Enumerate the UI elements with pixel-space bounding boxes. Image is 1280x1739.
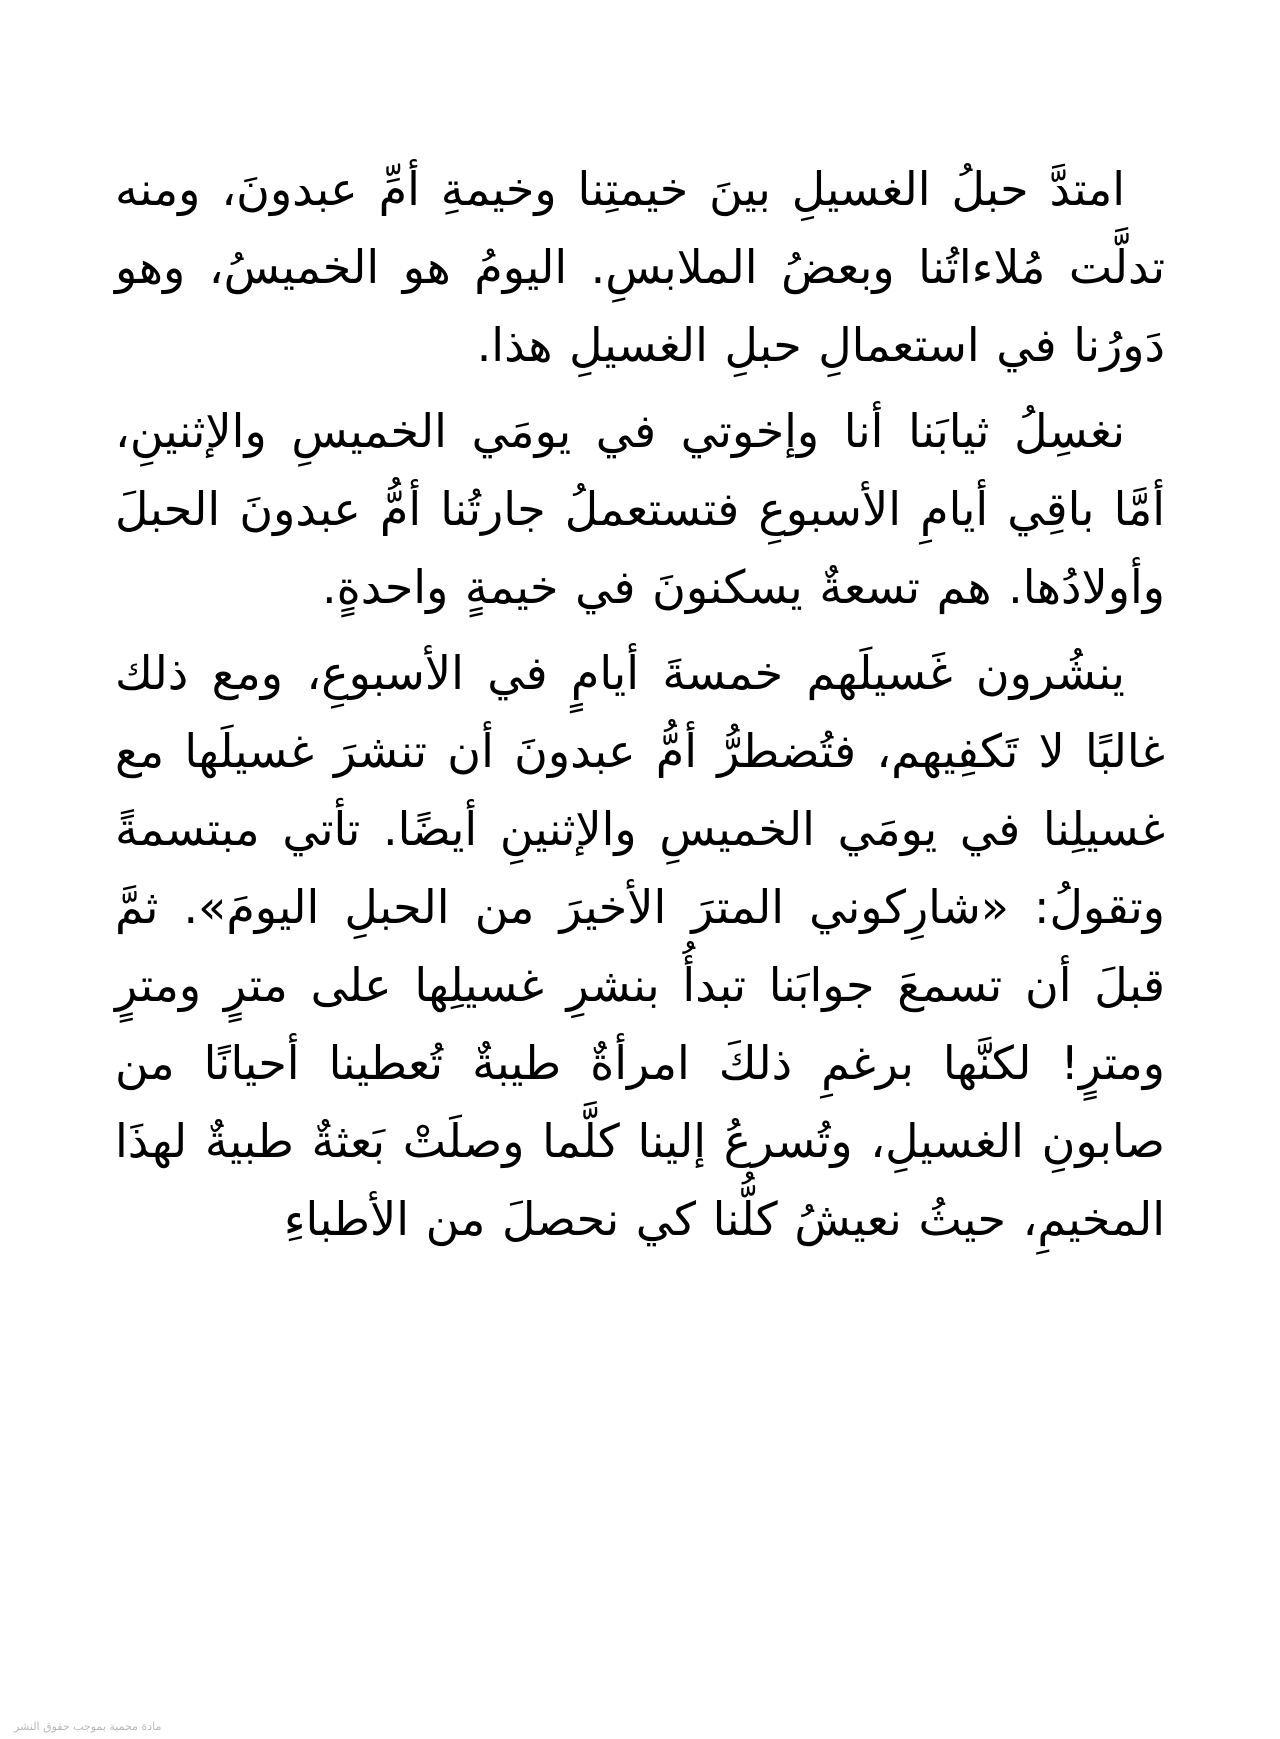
document-page — [115, 150, 1165, 1266]
copyright-notice: مادة محمية بموجب حقوق النشر — [14, 1720, 162, 1733]
paragraph-2: نغسِلُ ثيابَنا أنا وإخوتي في يومَي الخميسِ والإثنينِ، أمَّا باقِي أيامِ الأسبوعِ فتستعملُ جارتُنا أمُّ عبدونَ الحبلَ وأولادُها. هم تسعةٌ يسكنونَ في خيمةٍ واحدةٍ. — [115, 404, 1165, 614]
paragraph-1: امتدَّ حبلُ الغسيلِ بينَ خيمتِنا وخيمةِ أمِّ عبدونَ، ومنه تدلَّت مُلاءاتُنا وبعضُ الملابسِ. اليومُ هو الخميسُ، وهو دَورُنا في استعمالِ حبلِ الغسيلِ هذا. — [115, 162, 1165, 372]
paragraph-3: ينشُرون غَسيلَهم خمسةَ أيامٍ في الأسبوعِ، ومع ذلك غالبًا لا تَكفِيهم، فتُضطرُّ أمُّ عبدونَ أن تنشرَ غسيلَها مع غسيلِنا في يومَي الخميسِ والإثنينِ أيضًا. تأتي مبتسمةً وتقولُ: «شارِكوني المترَ الأخيرَ من الحبلِ اليومَ». ثمَّ قبلَ أن تسمعَ جوابَنا تبدأُ بنشرِ غسيلِها على مترٍ ومترٍ ومترٍ! لكنَّها برغمِ ذلكَ امرأةٌ طيبةٌ تُعطينا أحيانًا من صابونِ الغسيلِ، وتُسرعُ إلينا كلَّما وصلَتْ بَعثةٌ طبيةٌ لهذَا المخيمِ، حيثُ نعيشُ كلُّنا كي نحصلَ من الأطباءِ — [115, 646, 1165, 1246]
